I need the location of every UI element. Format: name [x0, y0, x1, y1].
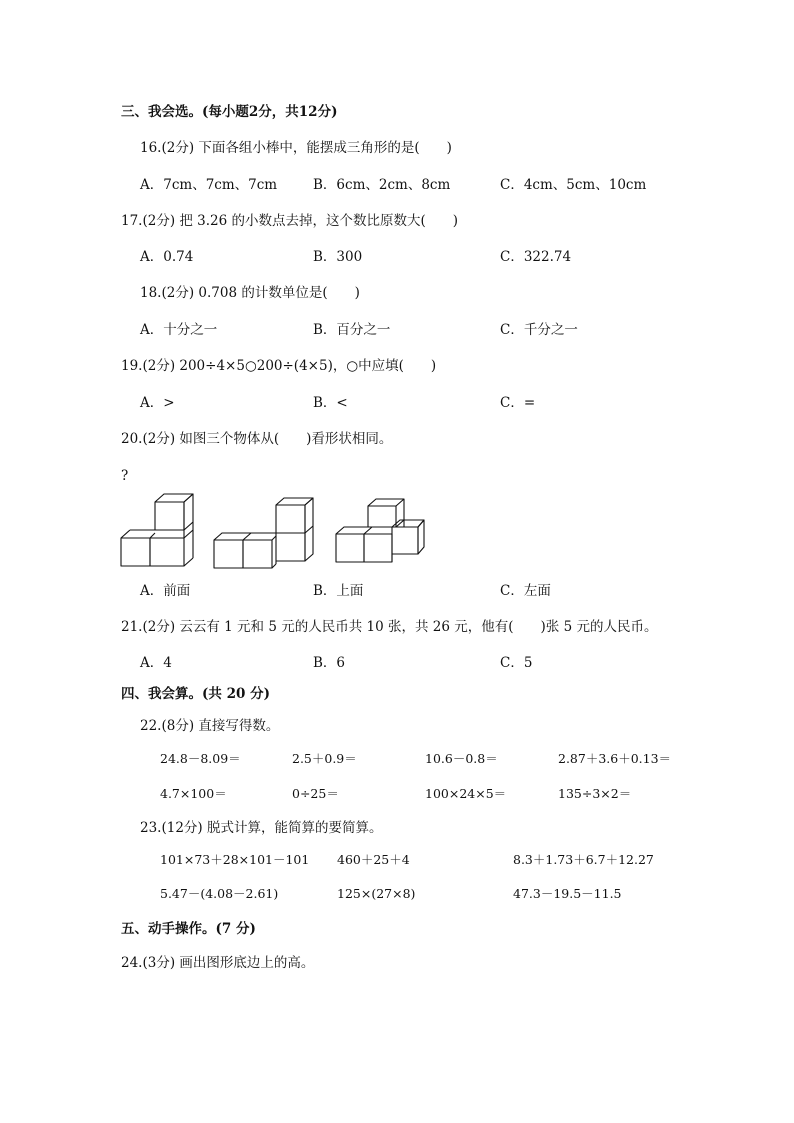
q22-expr: 0÷25＝	[292, 786, 339, 801]
q23-expr: 125×(27×8)	[337, 886, 416, 901]
q20-stem: 20.(2分) 如图三个物体从( )看形状相同。	[121, 431, 393, 447]
q16-stem: 16.(2分) 下面各组小棒中，能摆成三角形的是( )	[140, 140, 452, 156]
q18-option-c: C．千分之一	[500, 322, 578, 338]
q18-option-a: A．十分之一	[140, 322, 218, 338]
q22-expr: 135÷3×2＝	[558, 786, 632, 801]
q21-stem: 21.(2分) 云云有 1 元和 5 元的人民币共 10 张，共 26 元，他有( )张 5 元的人民币。	[121, 619, 658, 635]
q24-stem: 24.(3分) 画出图形底边上的高。	[121, 955, 315, 971]
q21-option-a: A．4	[140, 655, 172, 671]
q17-option-b: B．300	[313, 249, 363, 265]
cube-object-1	[121, 494, 193, 566]
section-3-title: 三、我会选。(每小题2分，共12分)	[121, 104, 338, 120]
q23-expr: 8.3＋1.73＋6.7＋12.27	[513, 852, 654, 867]
q20-option-a: A．前面	[140, 583, 191, 599]
q21-option-c: C．5	[500, 655, 533, 671]
q19-stem: 19.(2分) 200÷4×5○200÷(4×5)，○中应填( )	[121, 358, 437, 374]
q23-expr: 5.47－(4.08－2.61)	[160, 886, 279, 901]
q20-cube-figure	[118, 488, 438, 572]
cube-object-2	[214, 498, 313, 568]
q22-expr: 2.87＋3.6＋0.13＝	[558, 751, 672, 766]
section-5-title: 五、动手操作。(7 分)	[121, 921, 256, 937]
q18-option-b: B．百分之一	[313, 322, 391, 338]
q16-option-c: C．4cm、5cm、10cm	[500, 177, 647, 193]
q22-expr: 24.8－8.09＝	[160, 751, 241, 766]
section-4-title: 四、我会算。(共 20 分)	[121, 686, 270, 702]
q18-stem: 18.(2分) 0.708 的计数单位是( )	[140, 285, 360, 301]
q17-option-a: A．0.74	[140, 249, 194, 265]
q16-option-b: B．6cm、2cm、8cm	[313, 177, 451, 193]
q22-expr: 10.6－0.8＝	[425, 751, 498, 766]
q23-expr: 47.3－19.5－11.5	[513, 886, 622, 901]
q23-expr: 101×73＋28×101－101	[160, 852, 310, 867]
q22-expr: 2.5＋0.9＝	[292, 751, 357, 766]
q19-option-b: B．<	[313, 395, 348, 411]
cube-object-3	[336, 499, 424, 562]
q22-stem: 22.(8分) 直接写得数。	[140, 718, 280, 734]
q22-expr: 100×24×5＝	[425, 786, 507, 801]
q16-option-a: A．7cm、7cm、7cm	[140, 177, 278, 193]
q22-expr: 4.7×100＝	[160, 786, 227, 801]
q23-expr: 460＋25＋4	[337, 852, 410, 867]
q19-option-a: A．>	[140, 395, 175, 411]
q20-figure-mark: ?	[121, 468, 129, 484]
q21-option-b: B．6	[313, 655, 346, 671]
q23-stem: 23.(12分) 脱式计算，能简算的要简算。	[140, 820, 383, 836]
q20-option-c: C．左面	[500, 583, 551, 599]
q19-option-c: C．=	[500, 395, 536, 411]
q20-option-b: B．上面	[313, 583, 364, 599]
q17-option-c: C．322.74	[500, 249, 572, 265]
q17-stem: 17.(2分) 把 3.26 的小数点去掉，这个数比原数大( )	[121, 213, 459, 229]
